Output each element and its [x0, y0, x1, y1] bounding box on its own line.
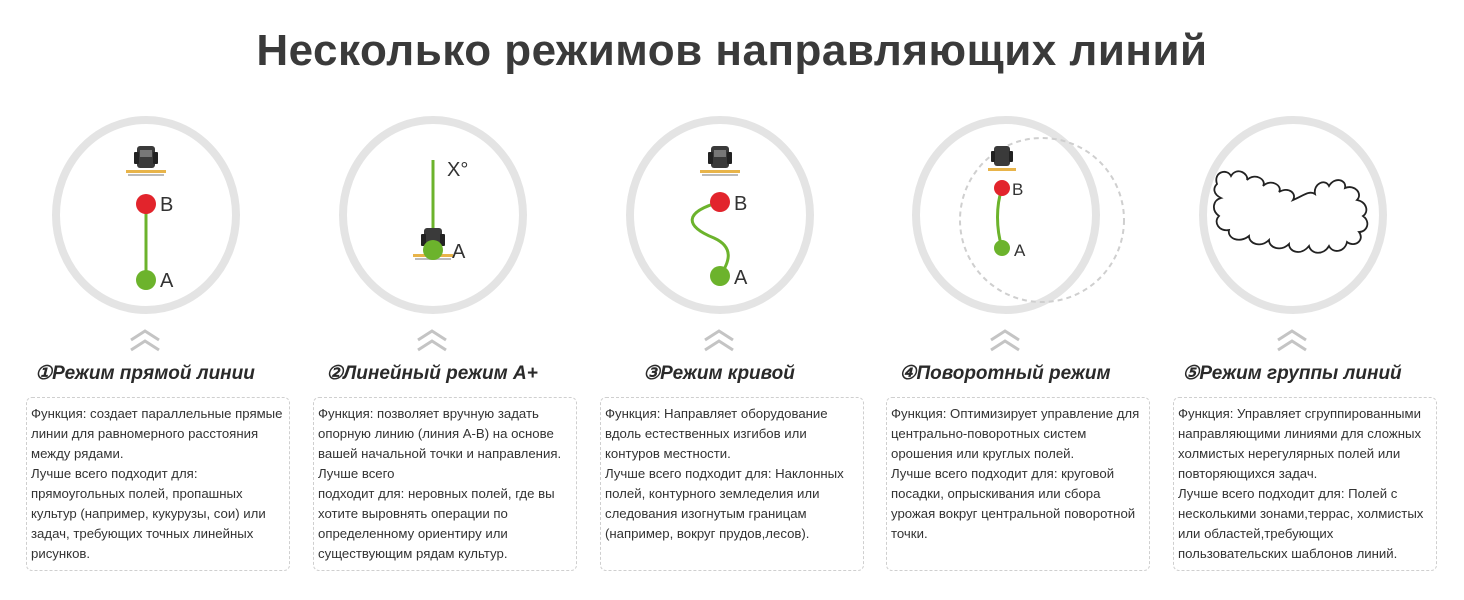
description-best-for: Лучше всего подходит для: круговой посадки, опрыскивания или сбора урожая вокруг центральной поворотной точки. — [891, 466, 1136, 541]
tractor-icon — [700, 146, 740, 176]
diagram-circle — [1203, 120, 1383, 310]
description-best-for-heading: Лучше всего — [318, 466, 395, 481]
mode-straight-line — [0, 0, 290, 600]
description-function: Функция: Направляет оборудование вдоль естественных изгибов или контуров местности. — [605, 406, 828, 461]
mode-linear-a-plus-diagram — [337, 114, 529, 316]
description-best-for: подходит для: неровных полей, где вы хотите выровнять операции по определенному ориентиру или существующим рядам культур. — [318, 486, 555, 561]
mode-line-group — [1147, 0, 1437, 600]
point-b-label: B — [160, 194, 174, 216]
description-function: Функция: позволяет вручную задать опорную линию (линия A-B) на основе вашей начальной точки и направления. — [318, 406, 562, 461]
point-b-label: B — [734, 193, 748, 215]
mode-title: ③Режим кривой — [643, 363, 795, 384]
angle-label: X° — [447, 159, 469, 181]
mode-description — [600, 397, 864, 571]
description-function: Функция: Управляет сгруппированными направляющими линиями для сложных холмистых нерегулярных полей или повторяющихся задач. — [1178, 406, 1422, 481]
tractor-icon — [126, 146, 166, 176]
description-function: Функция: Оптимизирует управление для центрально-поворотных систем орошения или круглых полей. — [891, 406, 1140, 461]
guide-arc — [998, 188, 1003, 248]
mode-description — [313, 397, 577, 571]
point-b-marker — [136, 194, 156, 214]
mode-linear-a-plus — [287, 0, 577, 600]
mode-pivot-diagram — [910, 114, 1102, 316]
chevron-up-icon — [1275, 328, 1309, 354]
mode-pivot — [860, 0, 1150, 600]
guide-curve — [692, 202, 728, 276]
chevron-up-icon — [988, 328, 1022, 354]
point-b-marker — [710, 192, 730, 212]
mode-line-group-diagram — [1197, 114, 1389, 316]
point-a-label: A — [734, 267, 748, 289]
point-a-marker — [423, 240, 443, 260]
mode-description — [26, 397, 290, 571]
mode-straight-line-diagram — [50, 114, 242, 316]
mode-title: ④Поворотный режим — [899, 363, 1111, 384]
chevron-up-icon — [702, 328, 736, 354]
mode-title: ①Режим прямой линии — [35, 363, 255, 384]
point-a-label: A — [1014, 241, 1026, 260]
page-title: Несколько режимов направляющих линий — [256, 26, 1208, 75]
description-best-for: Лучше всего подходит для: Наклонных полей, контурного земледелия или следования изогнутым границам (например, вокруг прудов,лесов). — [605, 466, 844, 541]
mode-curve-diagram — [624, 114, 816, 316]
mode-title: ②Линейный режим A+ — [326, 363, 538, 384]
point-b-marker — [994, 180, 1010, 196]
chevron-up-icon — [128, 328, 162, 354]
point-a-label: A — [160, 270, 174, 292]
mode-curve — [574, 0, 864, 600]
mode-description — [1173, 397, 1437, 571]
point-a-marker — [994, 240, 1010, 256]
description-best-for: Лучше всего подходит для: прямоугольных полей, пропашных культур (например, кукурузы, сои) или задач, требующих точных линейных рисунков. — [31, 466, 266, 561]
description-function: Функция: создает параллельные прямые линии для равномерного расстояния между рядами. — [31, 406, 283, 461]
point-a-marker — [710, 266, 730, 286]
irregular-field-outline — [1214, 171, 1367, 253]
tractor-icon — [988, 146, 1016, 171]
point-b-label: B — [1012, 180, 1024, 199]
mode-description — [886, 397, 1150, 571]
point-a-marker — [136, 270, 156, 290]
description-best-for: Лучше всего подходит для: Полей с несколькими зонами,террас, холмистых или областей,требующих пользовательских шаблонов линий. — [1178, 486, 1424, 561]
point-a-label: A — [452, 241, 466, 263]
mode-title: ⑤Режим группы линий — [1182, 363, 1402, 384]
chevron-up-icon — [415, 328, 449, 354]
